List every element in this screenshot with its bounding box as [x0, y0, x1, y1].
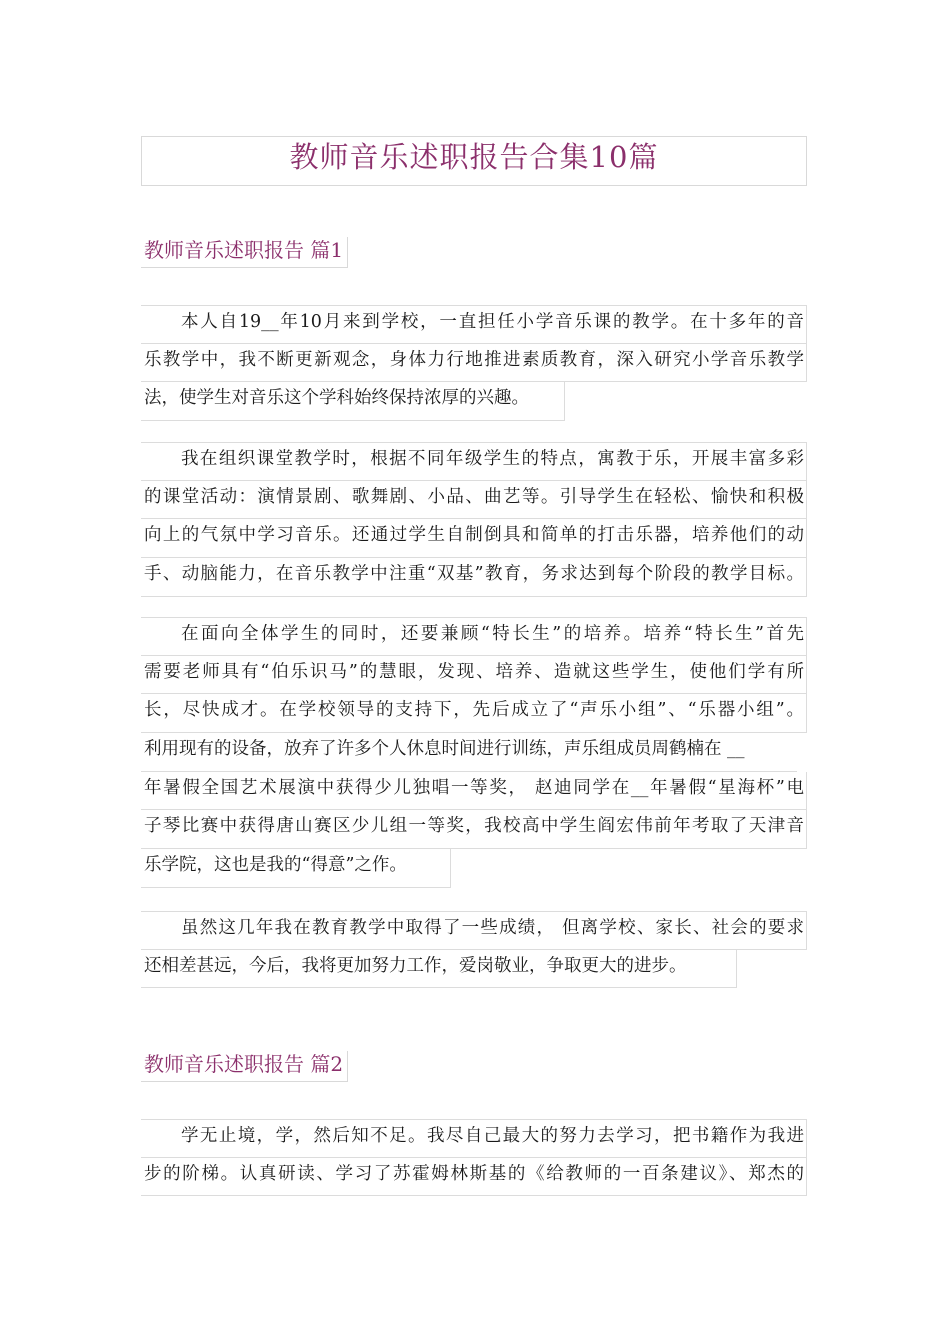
text-line: 法，使学生对音乐这个学科始终保持浓厚的兴趣。	[141, 382, 565, 421]
text-line: 乐学院，这也是我的“得意”之作。	[141, 849, 451, 888]
text-line: 长，尽快成才。在学校领导的支持下，先后成立了“声乐小组”、“乐器小组”。	[141, 694, 807, 733]
text-line: 虽然这几年我在教育教学中取得了一些成绩， 但离学校、家长、社会的要求	[141, 911, 807, 950]
text-line: 步的阶梯。认真研读、学习了苏霍姆林斯基的《给教师的一百条建议》、郑杰的	[141, 1158, 807, 1197]
text-line: 手、动脑能力，在音乐教学中注重“双基”教育，务求达到每个阶段的教学目标。	[141, 558, 807, 597]
text-line: 学无止境，学，然后知不足。我尽自己最大的努力去学习，把书籍作为我进	[141, 1119, 807, 1158]
text-line: 乐教学中，我不断更新观念，身体力行地推进素质教育，深入研究小学音乐教学	[141, 344, 807, 383]
document-title: 教师音乐述职报告合集10篇	[141, 136, 807, 186]
text-line: 向上的气氛中学习音乐。还通过学生自制倒具和简单的打击乐器，培养他们的动	[141, 519, 807, 558]
text-line: 本人自19__年10月来到学校，一直担任小学音乐课的教学。在十多年的音	[141, 305, 807, 344]
section-heading-1: 教师音乐述职报告 篇1	[141, 237, 348, 268]
text-line: 子琴比赛中获得唐山赛区少儿组一等奖，我校高中学生阎宏伟前年考取了天津音	[141, 810, 807, 849]
paragraph-1-4	[141, 911, 807, 992]
text-line: 还相差甚远，今后，我将更加努力工作，爱岗敬业，争取更大的进步。	[141, 950, 737, 989]
text-line: 在面向全体学生的同时，还要兼顾“特长生”的培养。培养“特长生”首先	[141, 617, 807, 656]
section-heading-2: 教师音乐述职报告 篇2	[141, 1051, 348, 1082]
text-line: 的课堂活动：演情景剧、歌舞剧、小品、曲艺等。引导学生在轻松、愉快和积极	[141, 481, 807, 520]
text-line: 我在组织课堂教学时，根据不同年级学生的特点，寓教于乐，开展丰富多彩	[141, 442, 807, 481]
paragraph-1-1	[141, 305, 807, 425]
text-line: 需要老师具有“伯乐识马”的慧眼，发现、培养、造就这些学生，使他们学有所	[141, 656, 807, 695]
paragraph-2-1	[141, 1119, 807, 1196]
paragraph-1-2	[141, 442, 807, 597]
text-line: 利用现有的设备，放弃了许多个人休息时间进行训练，声乐组成员周鹤楠在 __	[141, 733, 797, 772]
paragraph-1-3	[141, 617, 807, 892]
text-line: 年暑假全国艺术展演中获得少儿独唱一等奖， 赵迪同学在__年暑假“星海杯”电	[141, 772, 807, 811]
